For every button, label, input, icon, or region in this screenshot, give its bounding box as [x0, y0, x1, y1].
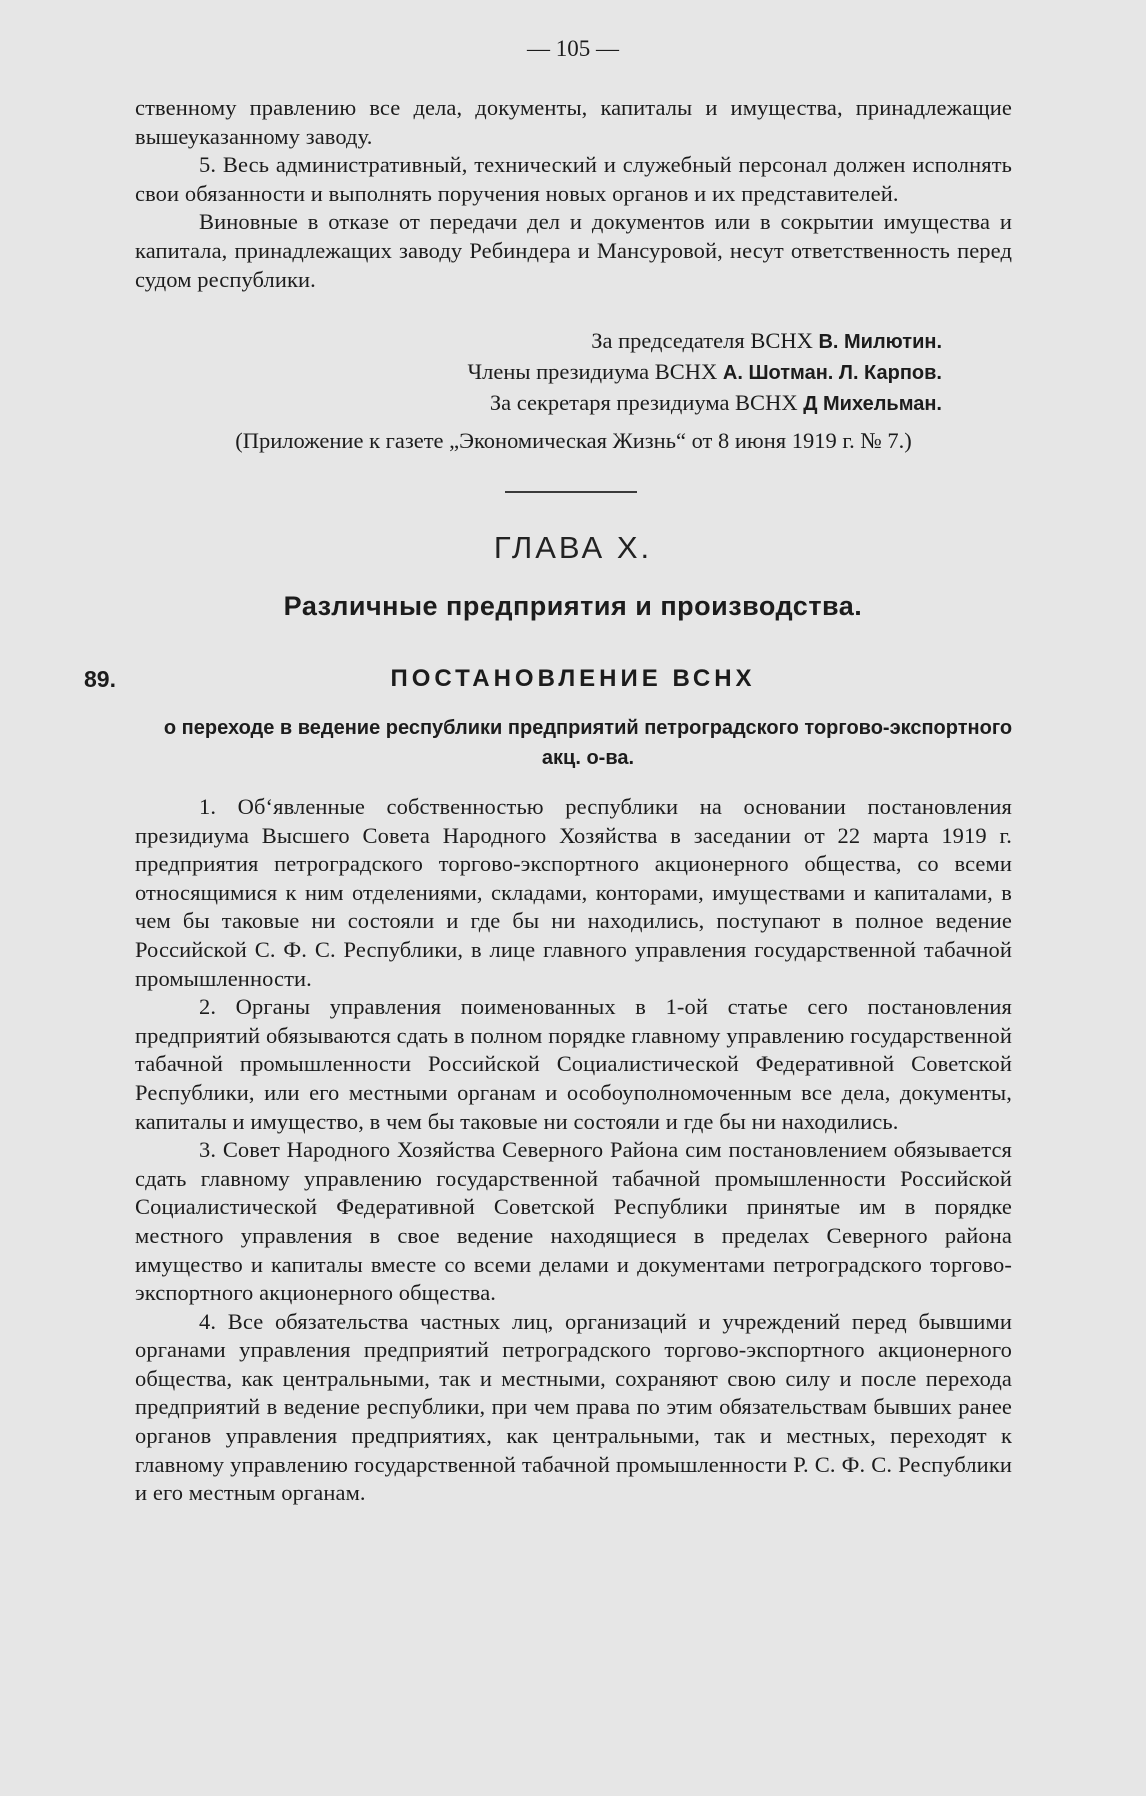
signature-line [135, 326, 1012, 357]
appendix-note: (Приложение к газете „Экономическая Жизнь“ от 8 июня 1919 г. № 7.) [235, 428, 912, 453]
signature-line [135, 388, 1012, 419]
document-number: 89. [84, 666, 116, 692]
document-subtitle: о переходе в ведение республики предприятий петроградского торгово-экспортного акц. о-ва. [163, 717, 1013, 769]
resolution-paragraph-4: 4. Все обязательства частных лиц, организаций и учреждений перед бывшими органами управления предприятий петроградского торгово-экспортного акционерного общества, как центральными, так и местными, сохраняют свою силу и после перехода предприятий в ведение республики, при чем права по этим обязательствам бывших ранее органов управления предприятиях, как центральными, так и местных, переходят к главному управлению государственной табачной промышленности Р. С. Ф. С. Республики и его местным органам. [135, 1308, 1012, 1506]
item-5-paragraph: 5. Весь административный, технический и служебный персонал должен исполнять свои обязанности и выполнять поручения новых органов и их представителей. [135, 152, 1012, 206]
signature-line [135, 357, 1012, 388]
signature-block [135, 326, 1012, 455]
chapter-label: ГЛАВА X. [493, 530, 653, 565]
resolution-body [135, 793, 1012, 1508]
signature-names: Д Михельман. [803, 393, 942, 415]
document-title: ПОСТАНОВЛЕНИЕ ВСНХ [390, 665, 756, 692]
chapter-title: Различные предприятия и производства. [283, 591, 863, 621]
continuation-paragraph: ственному правлению все дела, документы, капиталы и имущества, принадлежащие вышеуказанному заводу. [135, 95, 1012, 149]
signature-names: В. Милютин. [818, 331, 942, 353]
resolution-paragraph-2: 2. Органы управления поименованных в 1-ой статье сего постановления предприятий обязываются сдать в полном порядке главному управлению государственной табачной промышленности Российской Социалистической Федеративной Советской Республики, или его местными органам и особоуполномоченным все дела, документы, капиталы и имущество, в чем бы таковые ни состояли и где бы ни находились. [135, 994, 1012, 1134]
signature-role: За секретаря президиума ВСНХ [489, 390, 798, 415]
signature-role: Члены президиума ВСНХ [467, 359, 718, 384]
section-divider [505, 491, 637, 493]
previous-document-tail [135, 94, 1012, 294]
liability-paragraph: Виновные в отказе от передачи дел и документов или в сокрытии имущества и капитала, принадлежащих заводу Ребиндера и Мансуровой, несут ответственность перед судом республики. [135, 209, 1012, 292]
resolution-paragraph-1: 1. Об‘явленные собственностью республики на основании постановления президиума Высшего Совета Народного Хозяйства в заседании от 22 марта 1919 г. предприятия петроградского торгово-экспортного акционерного общества, со всеми относящимися к ним отделениями, складами, конторами, имуществами и капиталами, в чем бы таковые ни состояли и где бы ни находились, поступают в полное ведение Российской С. Ф. С. Республики, в лице главного управления государственной табачной промышленности. [135, 794, 1012, 991]
page-number: — 105 — [527, 36, 619, 61]
signature-names: А. Шотман. Л. Карпов. [722, 362, 942, 384]
resolution-paragraph-3: 3. Совет Народного Хозяйства Северного Района сим постановлением обязывается сдать главному управлению государственной табачной промышленности Российской Социалистической Федеративной Советской Республики принятые им в порядке местного управления в свое ведение находящиеся в пределах Северного района имущество и капиталы вместе со всеми делами и документами петроградского торгово-экспортного акционерного общества. [135, 1137, 1012, 1306]
signature-role: За председателя ВСНХ [591, 328, 813, 353]
